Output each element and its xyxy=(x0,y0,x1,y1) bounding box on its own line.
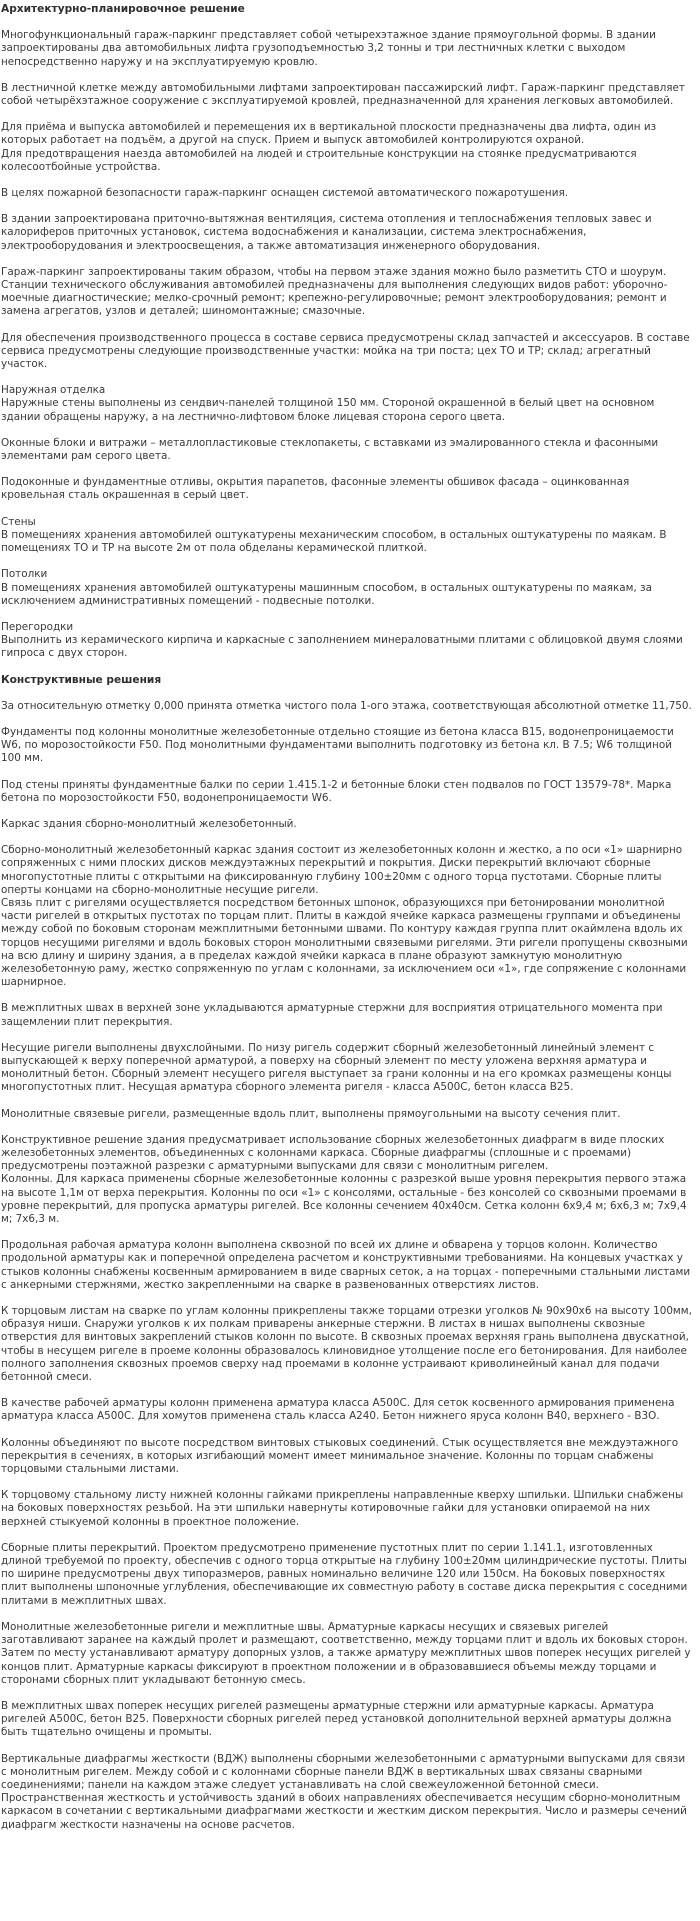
paragraph: Каркас здания сборно-монолитный железобетонный. xyxy=(1,817,297,830)
paragraph: Фундаменты под колонны монолитные железобетонные отдельно стоящие из бетона класса В15, водонепроницаемости W6, по морозостойкости F50. Под монолитными фундаментами выполнить подготовку из бетона кл. В 7.5; W6 толщиной 100 мм. xyxy=(1,725,674,765)
paragraph: Сборные плиты перекрытий. Проектом предусмотрено применение пустотных плит по серии 1.141.1, изготовленных длиной требуемой по проекту, обеспечив с одного торца открытые на глубину 100±20мм цилиндрические пустоты. Плиты по ширине предусмотрены двух типоразмеров, равных номинально величине 120 или 150см. На боковых поверхностях плит выполнены шпоночные углубления, обеспечивающие их совместную работу в составе диска перекрытия с соседними плитами в межплитных швах. xyxy=(1,1541,688,1607)
paragraph: Подоконные и фундаментные отливы, окрытия парапетов, фасонные элементы обшивок фасада – оцинкованная кровельная сталь окрашенная в серый цвет. xyxy=(1,476,630,502)
section-heading: Архитектурно-планировочное решение xyxy=(1,3,245,15)
paragraph: В межплитных швах в верхней зоне укладываются арматурные стержни для восприятия отрицательного момента при защемлении плит перекрытия. xyxy=(1,1002,663,1028)
paragraph: Несущие ригели выполнены двухслойными. По низу ригель содержит сборный железобетонный линейный элемент с выпускающей к верху поперечной арматурой, а поверху на сборный элемент по месту уложена верхняя арматура и монолитный бетон. Сборный элемент несущего ригеля выступает за грани колонны и на его кромках размещены концы многопустотных плит. Несущая арматура сборного элемента ригеля - класса А500С, бетон класса В25. xyxy=(1,1041,672,1094)
paragraph: Наружная отделка Наружные стены выполнены из сендвич-панелей толщиной 150 мм. Стороной окрашенной в белый цвет на основном здании обращены наружу, а на лестнично-лифтовом блоке лицевая сторона серого цвета. xyxy=(1,384,655,423)
paragraph: Гараж-паркинг запроектированы таким образом, чтобы на первом этаже здания можно было разметить СТО и шоурум. Станции технического обслуживания автомобилей предназначены для выполнения следующих видов работ: уборочно-моечные диагностические; мелко-срочный ремонт; крепежно-регулировочные; ремонт электрооборудования; ремонт и замена агрегатов, узлов и деталей; шиномонтажные; смазочные. xyxy=(1,265,668,318)
paragraph: В качестве рабочей арматуры колонн применена арматура класса А500С. Для сеток косвенного армирования применена арматура класса А500С. Для хомутов применена сталь класса А240. Бетон нижнего яруса колонн В40, верхнего - В3О. xyxy=(1,1397,675,1423)
paragraph: Для обеспечения производственного процесса в составе сервиса предусмотрены склад запчастей и аксессуаров. В составе сервиса предусмотрены следующие производственные участки: мойка на три поста; цех ТО и ТР; склад; агрегатный участок. xyxy=(1,331,690,371)
paragraph: Для приёма и выпуска автомобилей и перемещения их в вертикальной плоскости предназначены два лифта, один из которых работает на подъём, а другой на спуск. Прием и выпуск автомобилей контролируются охраной. Для предотвращения наезда автомобилей на людей и строительные конструкции на стоянке предусматриваются колесоотбойные устройства. xyxy=(1,121,657,173)
paragraph: Монолитные железобетонные ригели и межплитные швы. Арматурные каркасы несущих и связевых ригелей заготавливают заранее на каждый пролет и размещают, соответственно, между торцами плит и вдоль их боковых сторон. Затем по месту устанавливают арматуру допорных узлов, а также арматуру межплитных швов поперек несущих ригелей у концов плит. Арматурные каркасы фиксируют в проектном положении и в образовавшиеся объемы между торцами и сторонами сборных плит укладывают бетонную смесь. xyxy=(1,1620,691,1686)
paragraph: За относительную отметку 0,000 принята отметка чистого пола 1-ого этажа, соответствующая абсолютной отметке 11,750. xyxy=(1,699,692,712)
paragraph: В целях пожарной безопасности гараж-паркинг оснащен системой автоматического пожаротушения. xyxy=(1,187,569,200)
paragraph: Колонны объединяют по высоте посредством винтовых стыковых соединений. Стык осуществляется вне междуэтажного перекрытия в сечениях, в которых изгибающий момент имеет минимальное значение. Колонны по торцам снабжены торцовыми стальными листами. xyxy=(1,1436,679,1476)
paragraph: Монолитные связевые ригели, размещенные вдоль плит, выполнены прямоугольными на высоту сечения плит. xyxy=(1,1107,621,1120)
paragraph: К торцовому стальному листу нижней колонны гайками прикреплены направленные кверху шпильки. Шпильки снабжены на боковых поверхностях резьбой. На эти шпильки навернуты котировочные гайки для установки опираемой на них верхней стыкуемой колонны в проектное положение. xyxy=(1,1489,684,1528)
paragraph: Вертикальные диафрагмы жесткости (ВДЖ) выполнены сборными железобетонными с арматурными выпусками для связи с монолитным ригелем. Между собой и с колоннами сборные панели ВДЖ в вертикальных швах связаны сварными соединениями; панели на каждом этаже следует устанавливать на слой свежеуложенной бетонной смеси. Пространственная жесткость и устойчивость зданий в обоих направлениях обеспечивается несущим сборно-монолитным каркасом в сочетании с вертикальными диафрагмами жесткости и жестким диском перекрытия. Число и размеры сечений диафрагм жесткости назначены на основе расчетов. xyxy=(1,1752,687,1831)
paragraph: Под стены приняты фундаментные балки по серии 1.415.1-2 и бетонные блоки стен подвалов по ГОСТ 13579-78*. Марка бетона по морозостойкости F50, водонепроницаемости W6. xyxy=(1,778,672,804)
paragraph: К торцовым листам на сварке по углам колонны прикреплены также торцами отрезки уголков № 90х90х6 на высоту 100мм, образуя ниши. Снаружи уголков к их полкам приварены анкерные стержни. В листах в нишах выполнены сквозные отверстия для винтовых закреплений стыков колонн по высоте. В сквозных проемах верхняя грань выполнена двускатной, чтобы в несущем ригеле в проеме колонны образовалось клиновидное утолщение после его бетонирования. Для наиболее полного заполнения сквозных проемов сверху над проемами в колонне устраивают криволинейный канал для подачи бетонной смеси. xyxy=(1,1305,692,1384)
paragraph: Оконные блоки и витражи – металлопластиковые стеклопакеты, с вставками из эмалированного стекла и фасонными элементами рам серого цвета. xyxy=(1,436,659,463)
paragraph: Сборно-монолитный железобетонный каркас здания состоит из железобетонных колонн и жестко, а по оси «1» шарнирно сопряженных с ними плоских дисков междуэтажных перекрытий и покрытия. Диски перекрытий включают сборные многопустотные плиты с открытыми на фиксированную глубину 100±20мм с одного торца пустотами. Сборные плиты оперты концами на сборно-монолитные несущие ригели. Связь плит с ригелями осуществляется посредством бетонных шпонок, образующихся при бетонировании монолитной части ригелей в открытых пустотах по торцам плит. Плиты в каждой ячейке каркаса размещены группами и объединены между собой по боковым сторонам межплитными бетонными швами. По контуру каждая группа плит окаймлена вдоль их торцов несущими ригелями и вдоль боковых сторон монолитными связевыми ригелями. Эти ригели пропущены сквозными на всю длину и ширину здания, а в пределах каждой ячейки каркаса в плане образуют замкнутую монолитную железобетонную раму, жестко сопряженную по углам с колоннами, за исключением оси «1», где сопряжение с колоннами шарнирное. xyxy=(1,844,688,989)
paragraph: В здании запроектирована приточно-вытяжная вентиляция, система отопления и теплоснабжения тепловых завес и калориферов приточных установок, система водоснабжения и канализации, система электроснабжения, электрооборудования и электроосвещения, а также автоматизация инженерного оборудования. xyxy=(1,213,652,252)
paragraph: В межплитных швах поперек несущих ригелей размещены арматурные стержни или арматурные каркасы. Арматура ригелей А500С, бетон В25. Поверхности сборных ригелей перед установкой дополнительной верхней арматуры должна быть тщательно очищены и промыты. xyxy=(1,1699,672,1739)
paragraph: Стены В помещениях хранения автомобилей оштукатурены механическим способом, в остальных оштукатурены по маякам. В помещениях ТО и ТР на высоте 2м от пола обделаны керамической плиткой. xyxy=(1,515,667,555)
paragraph: Продольная рабочая арматура колонн выполнена сквозной по всей их длине и обварена у торцов колонн. Количество продольной арматуры как и поперечной определена расчетом и конструктивными требованиями. На концевых участках у стыков колонны снабжены косвенным армированием в виде сварных сеток, а на торцах - поперечными стальными листами с анкерными стержнями, жестко закрепленными на сварке в развенованных отверстиях листов. xyxy=(1,1239,691,1291)
section-heading: Конструктивные решения xyxy=(1,673,162,686)
paragraph: Перегородки Выполнить из керамического кирпича и каркасные с заполнением минераловатными плитами с облицовкой двумя слоями гипроса с двух сторон. xyxy=(1,620,683,660)
paragraph: Потолки В помещениях хранения автомобилей оштукатурены машинным способом, в остальных оштукатурены по маякам, за исключением административных помещений - подвесные потолки. xyxy=(1,568,652,607)
paragraph: Многофункциональный гараж-паркинг представляет собой четырехэтажное здание прямоугольной формы. В здании запроектированы два автомобильных лифта грузоподъемностью 3,2 тонны и три лестничных клетки с выходом непосредственно наружу и на эксплуатируемую кровлю. xyxy=(1,29,656,68)
paragraph: В лестничной клетке между автомобильными лифтами запроектирован пассажирский лифт. Гараж-паркинг представляет собой четырёхэтажное сооружение с эксплуатируемой кровлей, предназначенной для хранения легковых автомобилей. xyxy=(1,81,685,108)
paragraph: Конструктивное решение здания предусматривает использование сборных железобетонных диафрагм в виде плоских железобетонных элементов, объединенных с колоннами каркаса. Сборные диафрагмы (сплошные и с проемами) предусмотрены поэтажной разрезки с арматурными выпусками для связи с монолитным ригелем. Колонны. Для каркаса применены сборные железобетонные колонны с разрезкой выше уровня перекрытия первого этажа на высоте 1,1м от верха перекрытия. Колонны по оси «1» с консолями, остальные - без консолей со сквозными проемами в уровне перекрытий, для пропуска арматуры ригелей. Все колонны сечением 40х40см. Сетка колонн 6х9,4 м; 6х6,3 м; 7х9,4 м; 7х6,3 м. xyxy=(1,1133,687,1226)
